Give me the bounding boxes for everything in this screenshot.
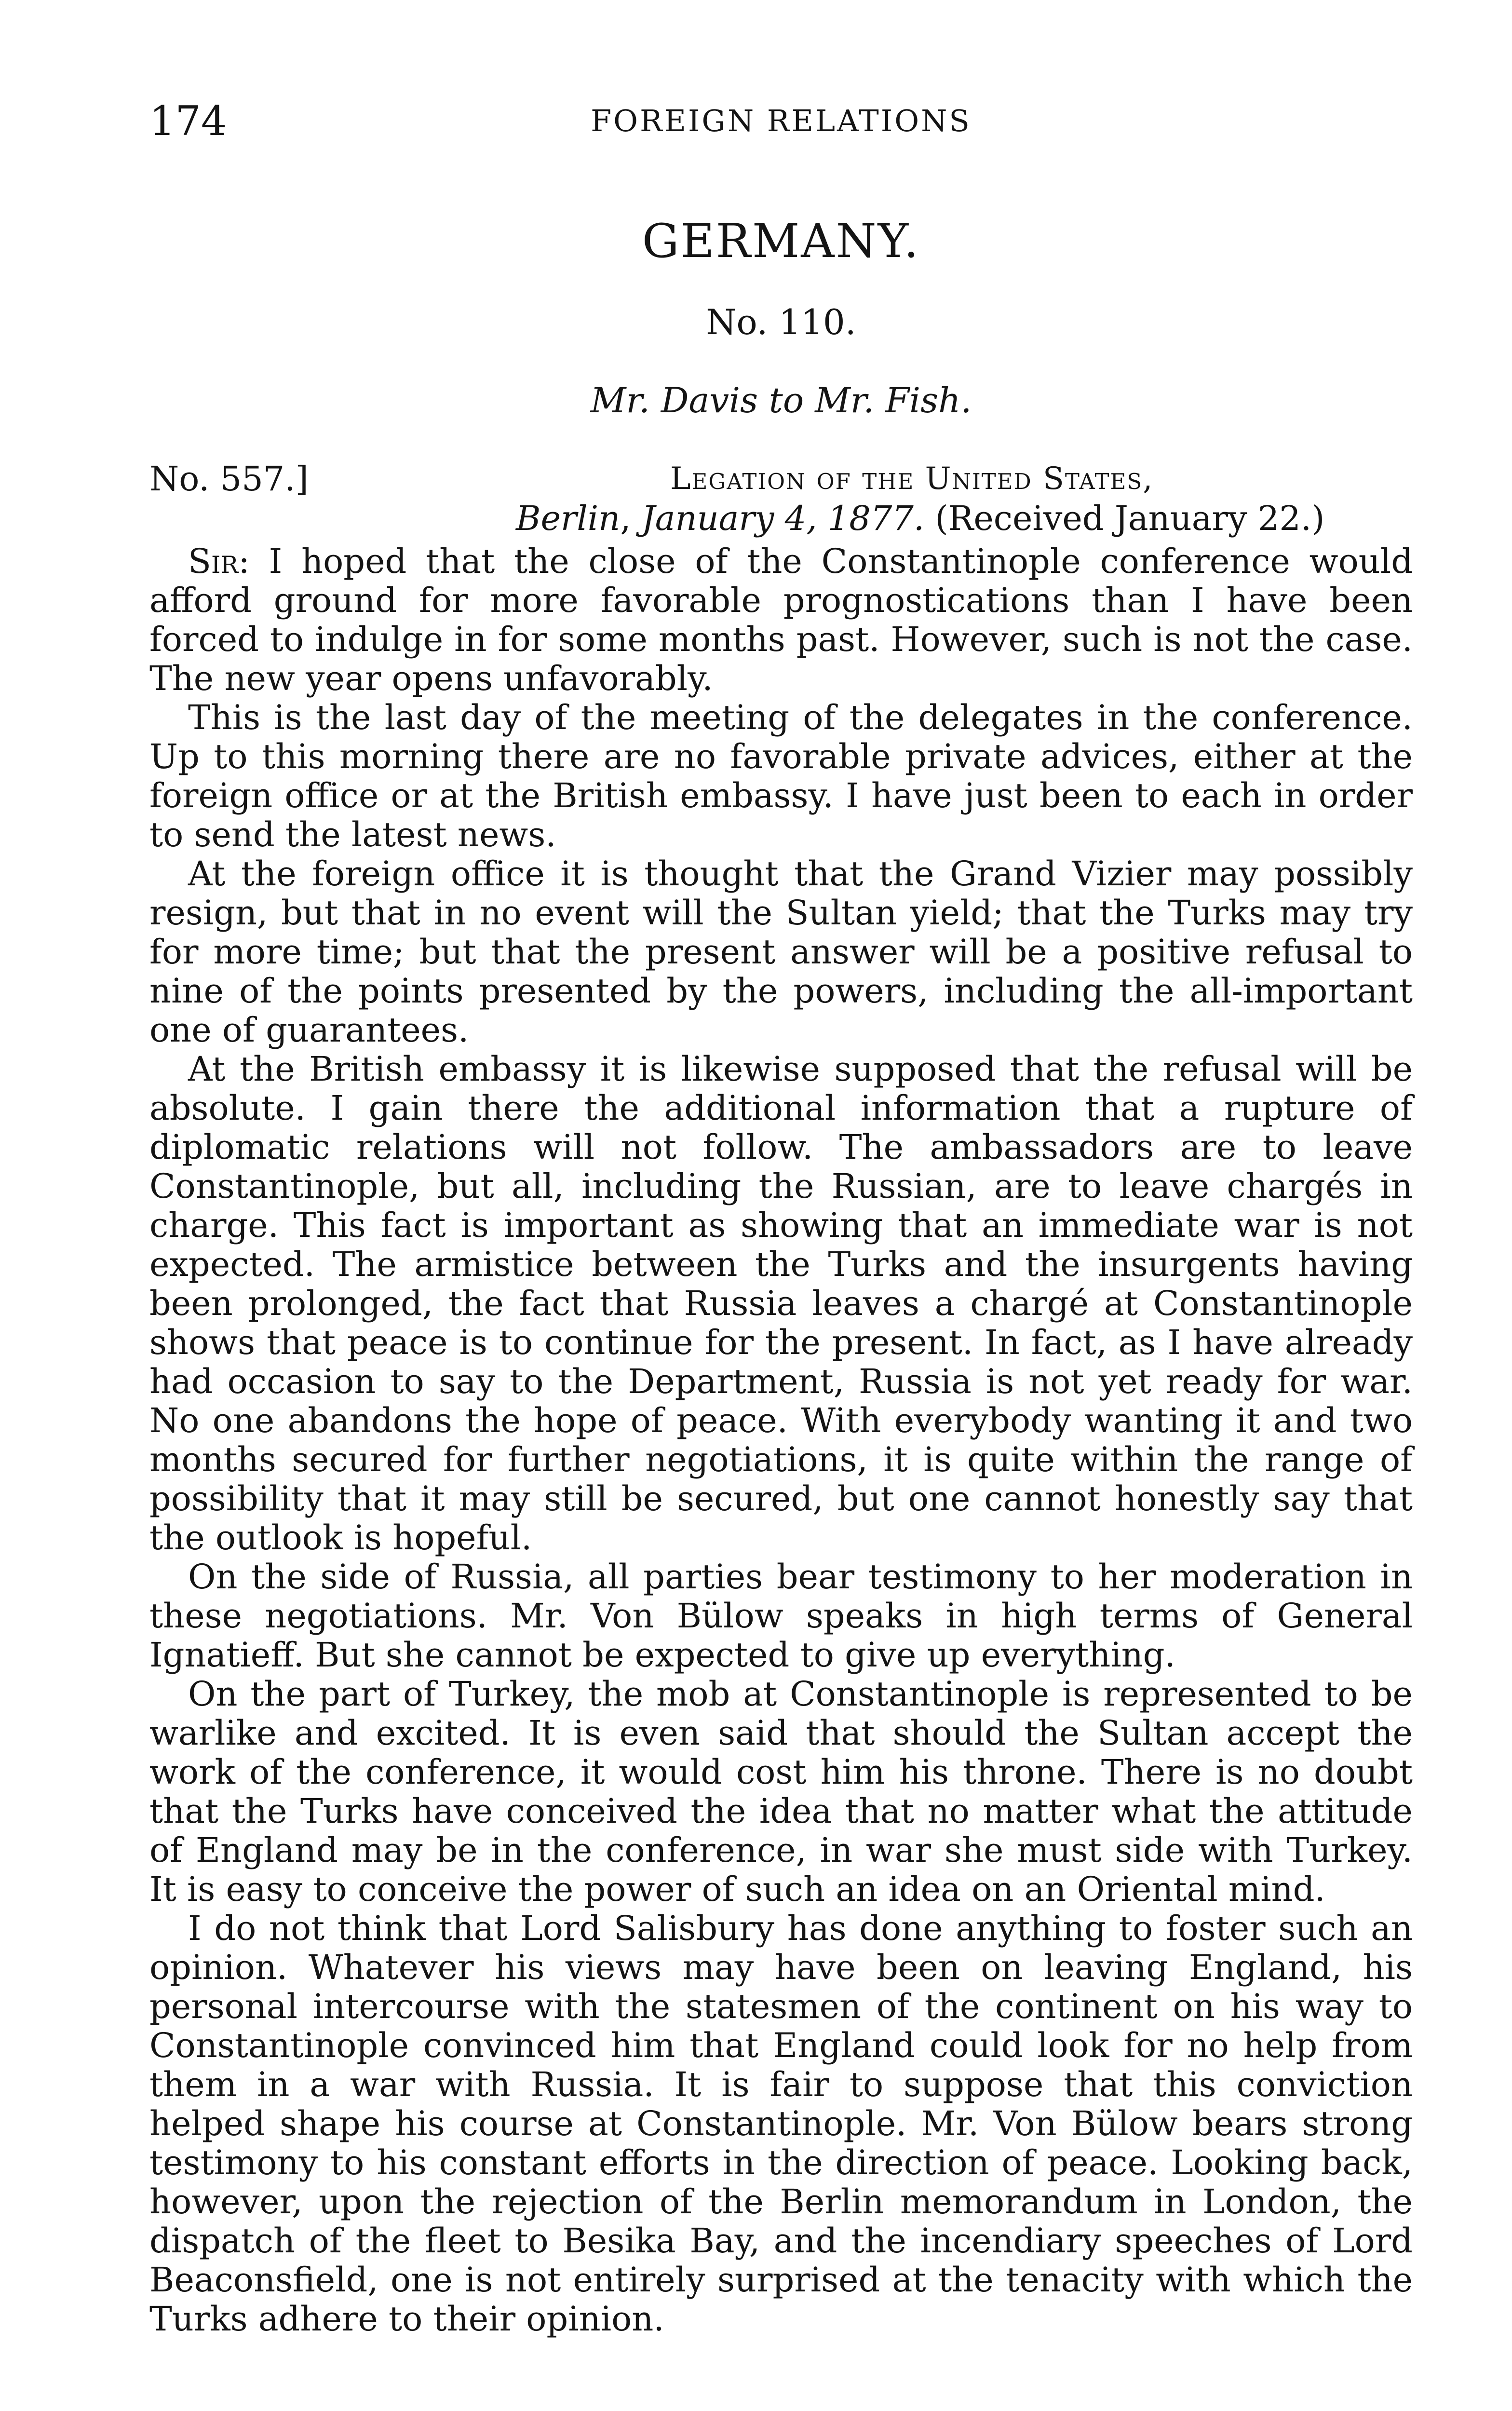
letter-body: [149, 542, 1413, 2339]
paragraph-text: : I hoped that the close of the Constantinople conference would afford ground for more favorable prognostications than I have been forced to indulge in for some months past. However, such is not the case. The new year opens unfavorably.: [149, 542, 1413, 698]
paragraph: This is the last day of the meeting of the delegates in the conference. Up to this morning there are no favorable private advices, either at the foreign office or at the British embassy. I have just been to each in order to send the latest news.: [149, 698, 1413, 854]
legation-line: Legation of the United States,: [670, 461, 1154, 497]
dispatch-number: No. 557.]: [149, 459, 309, 499]
running-title: FOREIGN RELATIONS: [591, 103, 972, 138]
page-number: 174: [149, 97, 227, 145]
paragraph: On the side of Russia, all parties bear testimony to her moderation in these negotiations. Mr. Von Bülow speaks in high terms of General Ignatieff. But she cannot be expected to give up everything.: [149, 1557, 1413, 1675]
running-head: [149, 95, 1413, 148]
document-heading: Mr. Davis to Mr. Fish.: [590, 380, 972, 420]
received-note: (Received January 22.): [935, 499, 1325, 538]
paragraph: At the foreign office it is thought that the Grand Vizier may possibly resign, but that in no event will the Sultan yield; that the Turks may try for more time; but that the present answer will be a positive refusal to nine of the points presented by the powers, including the all-important one of guarantees.: [149, 854, 1413, 1050]
dateline-date: January 4, 1877.: [641, 499, 925, 538]
paragraph: [149, 542, 1413, 698]
date-line: Berlin, January 4, 1877. (Received January 22.): [516, 499, 1325, 538]
salutation: Sir: [188, 542, 239, 581]
paragraph: At the British embassy it is likewise supposed that the refusal will be absolute. I gain there the additional information that a rupture of diplomatic relations will not follow. The ambassadors are to leave Constantinople, but all, including the Russian, are to leave chargés in charge. This fact is important as showing that an immediate war is not expected. The armistice between the Turks and the insurgents having been prolonged, the fact that Russia leaves a chargé at Constantinople shows that peace is to continue for the present. In fact, as I have already had occasion to say to the Department, Russia is not yet ready for war. No one abandons the hope of peace. With everybody wanting it and two months secured for further negotiations, it is quite within the range of possibility that it may still be secured, but one cannot honestly say that the outlook is hopeful.: [149, 1049, 1413, 1558]
dateline-place: Berlin: [516, 499, 621, 538]
paragraph: I do not think that Lord Salisbury has done anything to foster such an opinion. Whatever his views may have been on leaving England, his personal intercourse with the statesmen of the continent on his way to Constantinople convinced him that England could look for no help from them in a war with Russia. It is fair to suppose that this conviction helped shape his course at Constantinople. Mr. Von Bülow bears strong testimony to his constant efforts in the direction of peace. Looking back, however, upon the rejection of the Berlin memorandum in London, the dispatch of the fleet to Besika Bay, and the incendiary speeches of Lord Beaconsfield, one is not entirely surprised at the tenacity with which the Turks adhere to their opinion.: [149, 1909, 1413, 2339]
paragraph: On the part of Turkey, the mob at Constantinople is represented to be warlike and excited. It is even said that should the Sultan accept the work of the conference, it would cost him his throne. There is no doubt that the Turks have conceived the idea that no matter what the attitude of England may be in the conference, in war she must side with Turkey. It is easy to conceive the power of such an idea on an Oriental mind.: [149, 1674, 1413, 1909]
section-title: GERMANY.: [642, 214, 920, 268]
document-number: No. 110.: [706, 302, 856, 342]
